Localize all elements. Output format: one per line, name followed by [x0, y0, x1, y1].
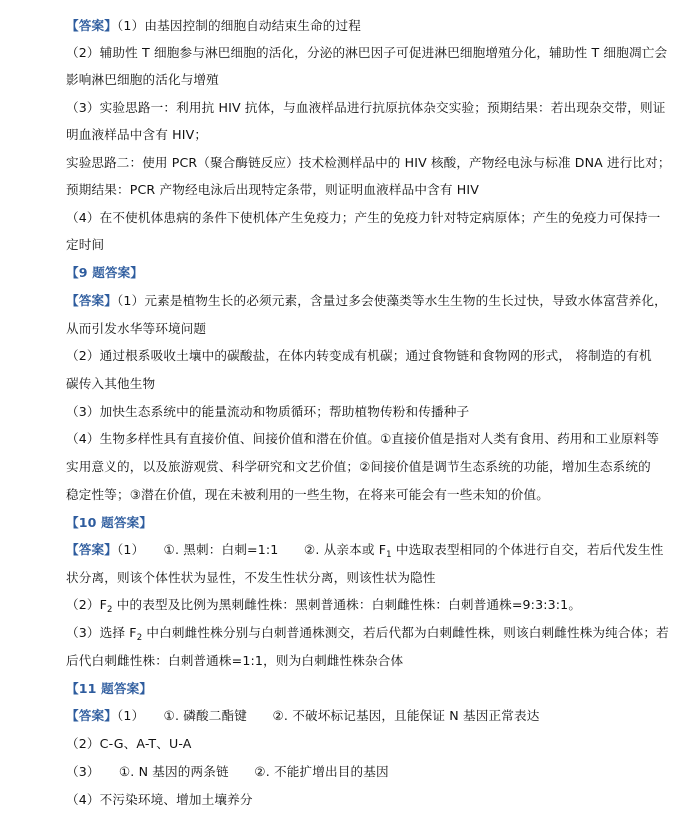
- text-line: [66, 292, 667, 309]
- text-line: [66, 17, 361, 34]
- line-text: 碳传入其他生物: [66, 376, 156, 391]
- text-line: [66, 126, 207, 143]
- text-line: [66, 624, 669, 647]
- line-text: （1）元素是植物生长的必须元素，含量过多会使藻类等水生生物的生长过快，导致水体富营养化，: [116, 293, 667, 308]
- text-line: [66, 791, 253, 808]
- text-line: [66, 652, 403, 669]
- answer-tag: 【答案】: [66, 708, 117, 723]
- line-text: 预期结果：PCR 产物经电泳后出现特定条带，则证明血液样品中含有 HIV: [66, 182, 479, 197]
- line-text: 中选取表型相同的个体进行自交，若后代发生性: [391, 542, 664, 557]
- text-line: [66, 707, 540, 724]
- section-heading-text: 【11 题答案】: [66, 681, 153, 696]
- text-line: [66, 541, 664, 564]
- text-line: [66, 403, 469, 420]
- line-text: 实验思路二：使用 PCR（聚合酶链反应）技术检测样品中的 HIV 核酸，产物经电泳与标准 DNA 进行比对；: [66, 155, 671, 170]
- text-line: [66, 569, 436, 586]
- text-line: [66, 236, 104, 253]
- line-text: （1） ①. 黑刺：白刺=1:1 ②. 从亲本或 F: [116, 542, 387, 557]
- line-text: （2）辅助性 T 细胞参与淋巴细胞的活化，分泌的淋巴因子可促进淋巴细胞增殖分化，辅助性 T 细胞凋亡会: [66, 45, 668, 60]
- text-line: [66, 735, 192, 752]
- text-line: [66, 347, 652, 364]
- section-heading-text: 【9 题答案】: [66, 265, 144, 280]
- line-text: （3）实验思路一：利用抗 HIV 抗体，与血液样品进行抗原抗体杂交实验；预期结果：若出现杂交带，则证: [66, 100, 666, 115]
- line-text: 明血液样品中含有 HIV；: [66, 127, 208, 142]
- answer-tag: 【答案】: [66, 18, 117, 33]
- answer-tag: 【答案】: [66, 542, 117, 557]
- subscript: 1: [386, 550, 392, 560]
- answer-tag: 【答案】: [66, 293, 117, 308]
- text-line: [66, 99, 665, 116]
- text-line: [66, 181, 479, 198]
- line-text: 影响淋巴细胞的活化与增殖: [66, 72, 219, 87]
- text-line: [66, 375, 155, 392]
- text-line: [66, 458, 651, 475]
- line-text: （4）不污染环境、增加土壤养分: [66, 792, 253, 807]
- line-text: （2）C-G、A-T、U-A: [66, 736, 192, 751]
- line-text: （2）通过根系吸收土壤中的碳酸盐，在体内转变成有机碳；通过食物链和食物网的形式， 将制造的有机: [66, 348, 652, 363]
- line-text: 稳定性等；③潜在价值，现在未被利用的一些生物，在将来可能会有一些未知的价值。: [66, 487, 549, 502]
- text-line: [66, 71, 219, 88]
- text-line: [66, 430, 659, 447]
- line-text: （4）生物多样性具有直接价值、间接价值和潜在价值。①直接价值是指对人类有食用、药用和工业原料等: [66, 431, 660, 446]
- text-line: [66, 209, 660, 226]
- section-heading-text: 【10 题答案】: [66, 515, 153, 530]
- line-text: 实用意义的，以及旅游观赏、科学研究和文艺价值；②间接价值是调节生态系统的功能，增加生态系统的: [66, 459, 651, 474]
- text-line: [66, 154, 671, 171]
- line-text: 状分离，则该个体性状为显性，不发生性状分离，则该性状为隐性: [66, 570, 436, 585]
- text-line: [66, 486, 549, 503]
- subscript: 2: [107, 605, 113, 615]
- line-text: 从而引发水华等环境问题: [66, 321, 207, 336]
- line-text: （1） ①. 磷酸二酯键 ②. 不破坏标记基因，且能保证 N 基因正常表达: [116, 708, 540, 723]
- line-text: （3）选择 F: [66, 625, 137, 640]
- section-heading: [66, 264, 143, 281]
- line-text: （1）由基因控制的细胞自动结束生命的过程: [116, 18, 361, 33]
- text-line: [66, 320, 206, 337]
- text-line: [66, 44, 667, 61]
- line-text: （3）加快生态系统中的能量流动和物质循环；帮助植物传粉和传播种子: [66, 404, 470, 419]
- line-text: 中的表型及比例为黑刺雌性株：黑刺普通株：白刺雌性株：白刺普通株=9:3:3:1。: [112, 597, 582, 612]
- subscript: 2: [136, 633, 143, 643]
- line-text: 后代白刺雌性株：白刺普通株=1:1，则为白刺雌性株杂合体: [66, 653, 404, 668]
- section-heading: [66, 680, 152, 697]
- line-text: （3） ①. N 基因的两条链 ②. 不能扩增出目的基因: [66, 764, 389, 779]
- line-text: （4）在不使机体患病的条件下使机体产生免疫力；产生的免疫力针对特定病原体；产生的免疫力可保持一: [66, 210, 661, 225]
- text-line: [66, 596, 581, 619]
- line-text: 定时间: [66, 237, 105, 252]
- section-heading: [66, 514, 152, 531]
- line-text: （2）F: [66, 597, 108, 612]
- text-line: [66, 763, 389, 780]
- line-text: 中白刺雌性株分别与白刺普通株测交，若后代都为白刺雌性株，则该白刺雌性株为纯合体；若: [142, 625, 669, 640]
